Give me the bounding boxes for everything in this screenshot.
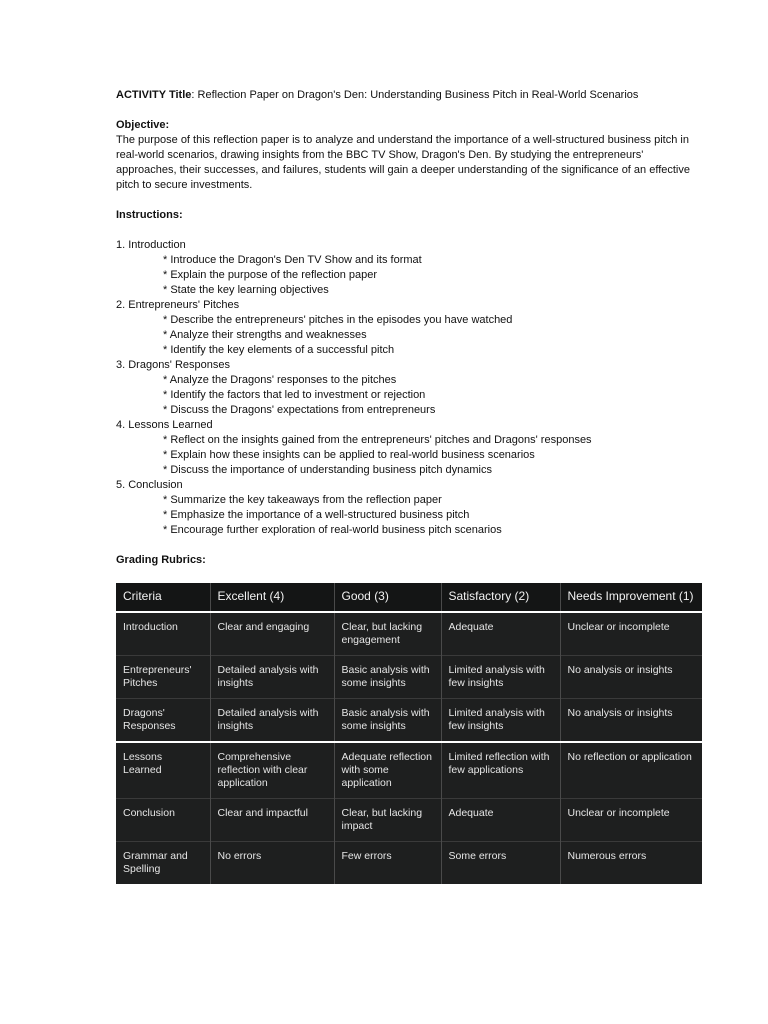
- column-header: Excellent (4): [210, 583, 334, 612]
- column-header: Criteria: [116, 583, 210, 612]
- step-title: 1. Introduction: [116, 239, 186, 251]
- objective-body: The purpose of this reflection paper is to analyze and understand the importance of a well-structured business pitch in real-world scenarios, drawing insights from the BBC TV Show, Dragon's Den. By studying the entrepreneurs' approaches, their successes, and failures, students will gain a deeper understanding of the significance of an effective pitch to secure investments.: [116, 134, 690, 191]
- rubric-table: [116, 583, 702, 884]
- step-bullet: * Analyze their strengths and weaknesses: [163, 329, 367, 341]
- table-cell: Adequate: [441, 612, 560, 656]
- step-bullet: * State the key learning objectives: [163, 284, 329, 296]
- table-row: [116, 656, 702, 699]
- step-bullets: [116, 493, 706, 538]
- table-cell: Few errors: [334, 842, 441, 885]
- step-bullet: * Explain how these insights can be applied to real-world business scenarios: [163, 449, 535, 461]
- table-row: [116, 842, 702, 885]
- table-cell: Grammar and Spelling: [116, 842, 210, 885]
- table-cell: Limited analysis with few insights: [441, 656, 560, 699]
- table-cell: Adequate: [441, 799, 560, 842]
- step-bullet: * Reflect on the insights gained from the entrepreneurs' pitches and Dragons' responses: [163, 434, 592, 446]
- instruction-step: [116, 298, 706, 358]
- activity-title: [116, 88, 706, 103]
- step-title: 2. Entrepreneurs' Pitches: [116, 299, 240, 311]
- document-content: [116, 88, 706, 884]
- table-cell: Unclear or incomplete: [560, 799, 702, 842]
- step-bullets: [116, 253, 706, 298]
- step-bullet: * Emphasize the importance of a well-structured business pitch: [163, 509, 470, 521]
- table-cell: Adequate reflection with some application: [334, 742, 441, 799]
- instruction-step: [116, 358, 706, 418]
- column-header: Needs Improvement (1): [560, 583, 702, 612]
- activity-title-text: : Reflection Paper on Dragon's Den: Understanding Business Pitch in Real-World Scenarios: [191, 89, 639, 101]
- step-bullet: * Summarize the key takeaways from the reflection paper: [163, 494, 442, 506]
- step-bullets: [116, 313, 706, 358]
- step-title: 4. Lessons Learned: [116, 419, 213, 431]
- table-cell: Lessons Learned: [116, 742, 210, 799]
- rubric-heading: Grading Rubrics:: [116, 554, 206, 566]
- table-cell: Unclear or incomplete: [560, 612, 702, 656]
- rubric-header-row: [116, 583, 702, 612]
- table-cell: No errors: [210, 842, 334, 885]
- table-cell: Detailed analysis with insights: [210, 656, 334, 699]
- table-cell: Comprehensive reflection with clear application: [210, 742, 334, 799]
- table-cell: Numerous errors: [560, 842, 702, 885]
- table-cell: Introduction: [116, 612, 210, 656]
- activity-title-label: ACTIVITY Title: [116, 89, 192, 101]
- table-row: [116, 799, 702, 842]
- step-bullets: [116, 373, 706, 418]
- objective-heading: Objective:: [116, 119, 170, 131]
- instruction-step: [116, 478, 706, 538]
- table-cell: No reflection or application: [560, 742, 702, 799]
- step-bullet: * Introduce the Dragon's Den TV Show and its format: [163, 254, 422, 266]
- table-cell: Clear and engaging: [210, 612, 334, 656]
- step-bullet: * Identify the key elements of a successful pitch: [163, 344, 395, 356]
- step-bullet: * Encourage further exploration of real-world business pitch scenarios: [163, 524, 502, 536]
- table-cell: No analysis or insights: [560, 656, 702, 699]
- instructions-heading: Instructions:: [116, 209, 183, 221]
- table-row: [116, 699, 702, 743]
- step-title: 5. Conclusion: [116, 479, 183, 491]
- table-cell: Dragons' Responses: [116, 699, 210, 743]
- table-cell: Some errors: [441, 842, 560, 885]
- step-bullets: [116, 433, 706, 478]
- table-cell: Basic analysis with some insights: [334, 656, 441, 699]
- table-cell: Limited analysis with few insights: [441, 699, 560, 743]
- table-cell: Basic analysis with some insights: [334, 699, 441, 743]
- step-bullet: * Discuss the Dragons' expectations from entrepreneurs: [163, 404, 436, 416]
- step-bullet: * Analyze the Dragons' responses to the pitches: [163, 374, 397, 386]
- step-bullet: * Describe the entrepreneurs' pitches in the episodes you have watched: [163, 314, 513, 326]
- table-cell: Clear and impactful: [210, 799, 334, 842]
- step-bullet: * Identify the factors that led to investment or rejection: [163, 389, 426, 401]
- instruction-step: [116, 238, 706, 298]
- instruction-step: [116, 418, 706, 478]
- table-row: [116, 742, 702, 799]
- table-row: [116, 612, 702, 656]
- table-cell: Conclusion: [116, 799, 210, 842]
- column-header: Satisfactory (2): [441, 583, 560, 612]
- table-cell: Limited reflection with few applications: [441, 742, 560, 799]
- step-bullet: * Discuss the importance of understanding business pitch dynamics: [163, 464, 492, 476]
- table-cell: No analysis or insights: [560, 699, 702, 743]
- table-cell: Clear, but lacking engagement: [334, 612, 441, 656]
- table-cell: Detailed analysis with insights: [210, 699, 334, 743]
- table-cell: Entrepreneurs' Pitches: [116, 656, 210, 699]
- instruction-steps: [116, 238, 706, 538]
- table-cell: Clear, but lacking impact: [334, 799, 441, 842]
- step-bullet: * Explain the purpose of the reflection paper: [163, 269, 378, 281]
- column-header: Good (3): [334, 583, 441, 612]
- step-title: 3. Dragons' Responses: [116, 359, 230, 371]
